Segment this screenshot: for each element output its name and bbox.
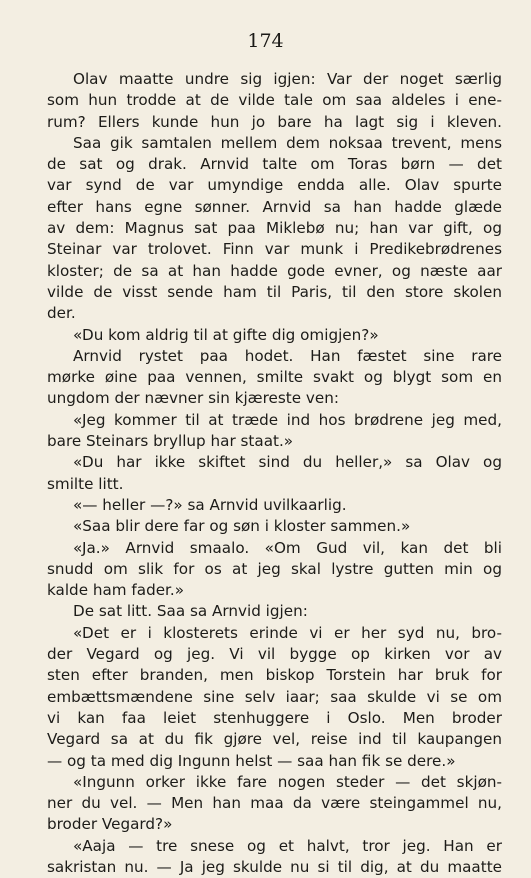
text-line: der. [47,304,76,323]
text-line: bare Steinars bryllup har staat.» [47,432,294,451]
text-line: «Ja.» Arnvid smaalo. «Om Gud vil, kan det bli [73,538,502,557]
text-line: «Aaja — tre snese og et halvt, tror jeg. Han er [73,836,502,855]
text-line: vi kan faa leiet stenhuggere i Oslo. Men broder [47,708,502,727]
text-line: Saa gik samtalen mellem dem noksaa trevent, mens [73,133,502,152]
text-line: «— heller —?» sa Arnvid uvilkaarlig. [73,495,347,514]
text-line: de sat og drak. Arnvid talte om Toras børn — det [47,155,502,174]
text-line: mørke øine paa vennen, smilte svakt og blygt som en [47,368,502,387]
text-line: snudd om slik for os at jeg skal lystre gutten min og [47,559,502,578]
text-line: «Ingunn orker ikke fare nogen steder — det skjøn- [73,772,502,791]
text-line: «Du kom aldrig til at gifte dig omigjen?» [73,325,379,344]
text-line: De sat litt. Saa sa Arnvid igjen: [73,602,308,621]
text-line: broder Vegard?» [47,815,173,834]
text-line: sten efter branden, men biskop Torstein har bruk for [47,666,502,685]
text-line: efter hans egne sønner. Arnvid sa han hadde glæde [47,197,502,216]
text-line: Vegard sa at du fik gjøre vel, reise ind til kaupangen [47,730,502,749]
text-line: smilte litt. [47,474,124,493]
text-line: «Saa blir dere far og søn i kloster sammen.» [73,517,411,536]
text-line: som hun trodde at de vilde tale om saa aldeles i ene- [47,91,502,110]
text-line: rum? Ellers kunde hun jo bare ha lagt sig i kleven. [47,112,502,131]
text-line: «Det er i klosterets erinde vi er her syd nu, bro- [73,623,502,642]
text-line: «Jeg kommer til at træde ind hos brødrene jeg med, [73,410,502,429]
text-line: «Du har ikke skiftet sind du heller,» sa Olav og [73,453,502,472]
text-line: ungdom der nævner sin kjæreste ven: [47,389,339,408]
text-line: Olav maatte undre sig igjen: Var der noget særlig [73,70,502,88]
text-line: — og ta med dig Ingunn helst — saa han fik se dere.» [47,751,456,770]
body-text [47,69,502,878]
text-line: vilde de visst sende ham til Paris, til den store skolen [47,282,502,301]
text-line: kalde ham fader.» [47,581,185,600]
text-line: embættsmændene sine selv iaar; saa skulde vi se om [47,687,502,706]
text-line: Steinar var trolovet. Finn var munk i Predikebrødrenes [47,240,502,259]
page-number: 174 [247,30,284,52]
text-line: ner du vel. — Men han maa da være steingammel nu, [47,794,502,813]
text-line: kloster; de sa at han hadde gode evner, og næste aar [47,261,502,280]
text-line: var synd de var umyndige endda alle. Olav spurte [47,176,502,195]
text-line: der Vegard og jeg. Vi vil bygge op kirken vor av [47,645,502,664]
text-line: sakristan nu. — Ja jeg skulde nu si til dig, at du maatte [47,857,502,876]
text-line: Arnvid rystet paa hodet. Han fæstet sine rare [73,346,502,365]
text-line: av dem: Magnus sat paa Miklebø nu; han var gift, og [47,219,502,238]
